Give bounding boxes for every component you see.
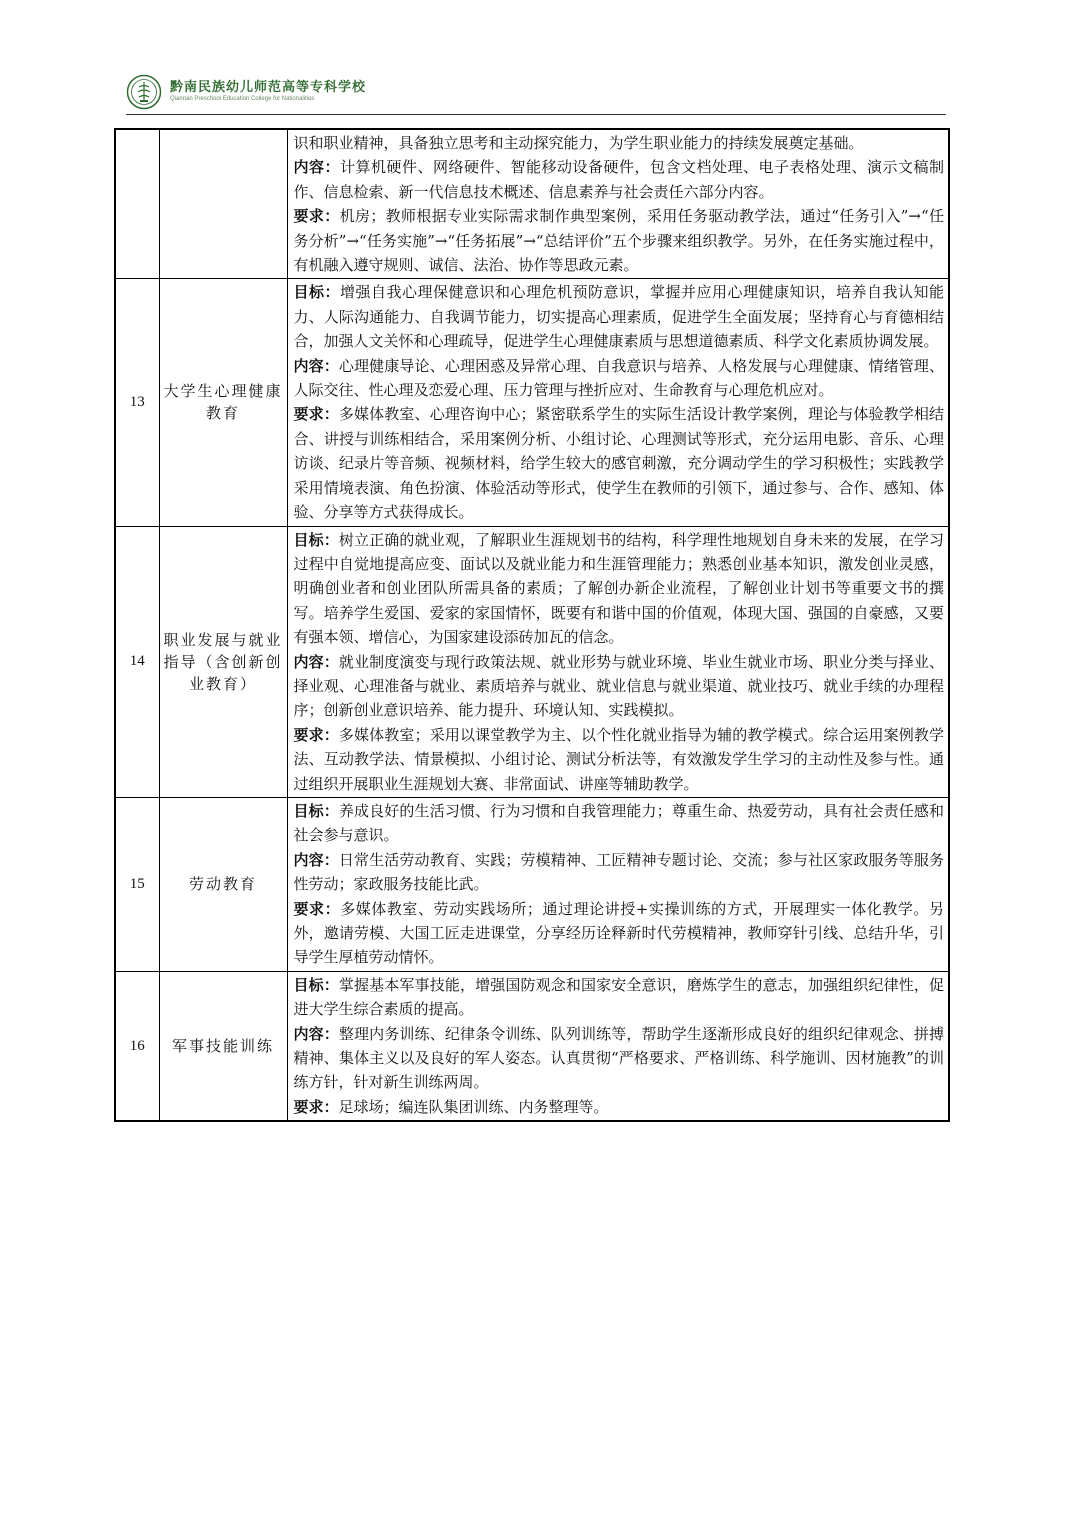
paragraph-label: 内容： xyxy=(293,356,339,375)
paragraph-label: 内容： xyxy=(293,652,339,671)
paragraph-text: 日常生活劳动教育、实践；劳模精神、工匠精神专题讨论、交流；参与社区家政服务等服务性劳动；家政服务技能比武。 xyxy=(293,850,944,894)
paragraph-text: 机房；教师根据专业实际需求制作典型案例，采用任务驱动教学法，通过“任务引入”→“任务分析”→“任务实施”→“任务拓展”→“总结评价”五个步骤来组织教学。另外，在任务实施过程中，有机融入遵守规则、诚信、法治、协作等思政元素。 xyxy=(293,207,944,275)
course-description xyxy=(287,526,949,797)
description-paragraph xyxy=(294,723,945,796)
description-paragraph xyxy=(294,280,945,353)
paragraph-label: 要求： xyxy=(293,1097,339,1116)
paragraph-text: 就业制度演变与现行政策法规、就业形势与就业环境、毕业生就业市场、职业分类与择业、择业观、心理准备与就业、素质培养与就业、就业信息与就业渠道、就业技巧、就业手续的办理程序；创新创业意识培养、能力提升、环境认知、实践模拟。 xyxy=(293,652,944,720)
paragraph-label: 目标： xyxy=(293,283,340,302)
description-paragraph xyxy=(294,1095,945,1119)
description-paragraph xyxy=(294,204,945,277)
curriculum-table xyxy=(114,128,950,1122)
description-paragraph xyxy=(294,155,945,204)
course-number: 13 xyxy=(115,279,159,526)
description-paragraph xyxy=(294,897,945,970)
course-name: 大学生心理健康教育 xyxy=(159,279,287,526)
paragraph-text: 增强自我心理保健意识和心理危机预防意识，掌握并应用心理健康知识，培养自我认知能力、人际沟通能力、自我调节能力，切实提高心理素质，促进学生全面发展；坚持育心与育德相结合，加强人文关怀和心理疏导，促进学生心理健康素质与思想道德素质、科学文化素质协调发展。 xyxy=(293,283,944,351)
description-paragraph xyxy=(294,848,945,897)
paragraph-text: 多媒体教室、心理咨询中心；紧密联系学生的实际生活设计教学案例，理论与体验教学相结合、讲授与训练相结合，采用案例分析、小组讨论、心理测试等形式，充分运用电影、音乐、心理访谈、纪录片等音频、视频材料，给学生较大的感官刺激，充分调动学生的学习积极性；实践教学采用情境表演、角色扮演、体验活动等形式，使学生在教师的引领下，通过参与、合作、感知、体验、分享等方式获得成长。 xyxy=(293,405,944,522)
description-paragraph xyxy=(294,799,945,848)
paragraph-label: 要求： xyxy=(293,899,341,918)
description-paragraph xyxy=(294,973,945,1022)
school-name-english: Qiannan Preschool Education College for Nationalities xyxy=(170,96,315,102)
paragraph-text: 识和职业精神，具备独立思考和主动探究能力，为学生职业能力的持续发展奠定基础。 xyxy=(293,134,864,152)
paragraph-text: 足球场；编连队集团训练、内务整理等。 xyxy=(338,1097,609,1116)
paragraph-text: 整理内务训练、纪律条令训练、队列训练等，帮助学生逐渐形成良好的组织纪律观念、拼搏精神、集体主义以及良好的军人姿态。认真贯彻“严格要求、严格训练、科学施训、因材施教”的训练方针，针对新生训练两周。 xyxy=(293,1024,944,1092)
paragraph-label: 目标： xyxy=(293,530,339,549)
description-paragraph xyxy=(294,650,945,723)
school-name: 黔南民族幼儿师范高等专科学校 xyxy=(170,80,367,95)
description-paragraph xyxy=(294,402,945,524)
paragraph-text: 掌握基本军事技能，增强国防观念和国家安全意识，磨炼学生的意志，加强组织纪律性，促进大学生综合素质的提高。 xyxy=(293,975,944,1019)
paragraph-label: 内容： xyxy=(293,1024,339,1043)
header-divider xyxy=(126,114,946,115)
course-number: 15 xyxy=(115,797,159,971)
course-name: 军事技能训练 xyxy=(159,971,287,1121)
course-number xyxy=(115,129,159,279)
description-paragraph xyxy=(294,528,945,650)
school-emblem-icon xyxy=(126,74,162,110)
course-number: 14 xyxy=(115,526,159,797)
table-row xyxy=(115,971,949,1121)
description-paragraph xyxy=(294,1022,945,1095)
table-row xyxy=(115,526,949,797)
paragraph-text: 心理健康导论、心理困惑及异常心理、自我意识与培养、人格发展与心理健康、情绪管理、人际交往、性心理及恋爱心理、压力管理与挫折应对、生命教育与心理危机应对。 xyxy=(293,356,944,400)
course-description xyxy=(287,279,949,526)
course-name: 劳动教育 xyxy=(159,797,287,971)
description-paragraph xyxy=(294,354,945,403)
table-row xyxy=(115,129,949,279)
paragraph-label: 目标： xyxy=(293,975,339,994)
paragraph-text: 多媒体教室；采用以课堂教学为主、以个性化就业指导为辅的教学模式。综合运用案例教学法、互动教学法、情景模拟、小组讨论、测试分析法等，有效激发学生学习的主动性及参与性。通过组织开展职业生涯规划大赛、非常面试、讲座等辅助教学。 xyxy=(293,725,944,793)
course-name xyxy=(159,129,287,279)
paragraph-label: 要求： xyxy=(293,207,340,226)
course-description xyxy=(287,971,949,1121)
course-name: 职业发展与就业指导（含创新创业教育） xyxy=(159,526,287,797)
paragraph-text: 计算机硬件、网络硬件、智能移动设备硬件，包含文档处理、电子表格处理、演示文稿制作、信息检索、新一代信息技术概述、信息素养与社会责任六部分内容。 xyxy=(293,158,944,201)
paragraph-label: 目标： xyxy=(293,801,339,820)
paragraph-label: 要求： xyxy=(293,725,339,744)
paragraph-label: 内容： xyxy=(293,158,340,177)
course-description xyxy=(287,797,949,971)
course-number: 16 xyxy=(115,971,159,1121)
table-row xyxy=(115,797,949,971)
page-header xyxy=(126,72,946,116)
paragraph-label: 内容： xyxy=(293,850,339,869)
table-row xyxy=(115,279,949,526)
course-description xyxy=(287,129,949,279)
paragraph-label: 要求： xyxy=(293,405,339,424)
paragraph-text: 养成良好的生活习惯、行为习惯和自我管理能力；尊重生命、热爱劳动，具有社会责任感和社会参与意识。 xyxy=(293,801,944,845)
paragraph-text: 树立正确的就业观，了解职业生涯规划书的结构，科学理性地规划自身未来的发展，在学习过程中自觉地提高应变、面试以及就业能力和生涯管理能力；熟悉创业基本知识，激发创业灵感，明确创业者和创业团队所需具备的素质；了解创办新企业流程，了解创业计划书等重要文书的撰写。培养学生爱国、爱家的家国情怀，既要有和谐中国的价值观，体现大国、强国的自豪感，又要有强本领、增信心，为国家建设添砖加瓦的信念。 xyxy=(293,530,944,647)
description-paragraph xyxy=(294,131,945,155)
paragraph-text: 多媒体教室、劳动实践场所；通过理论讲授+实操训练的方式，开展理实一体化教学。另外，邀请劳模、大国工匠走进课堂，分享经历诠释新时代劳模精神，教师穿针引线、总结升华，引导学生厚植劳动情怀。 xyxy=(293,899,944,967)
